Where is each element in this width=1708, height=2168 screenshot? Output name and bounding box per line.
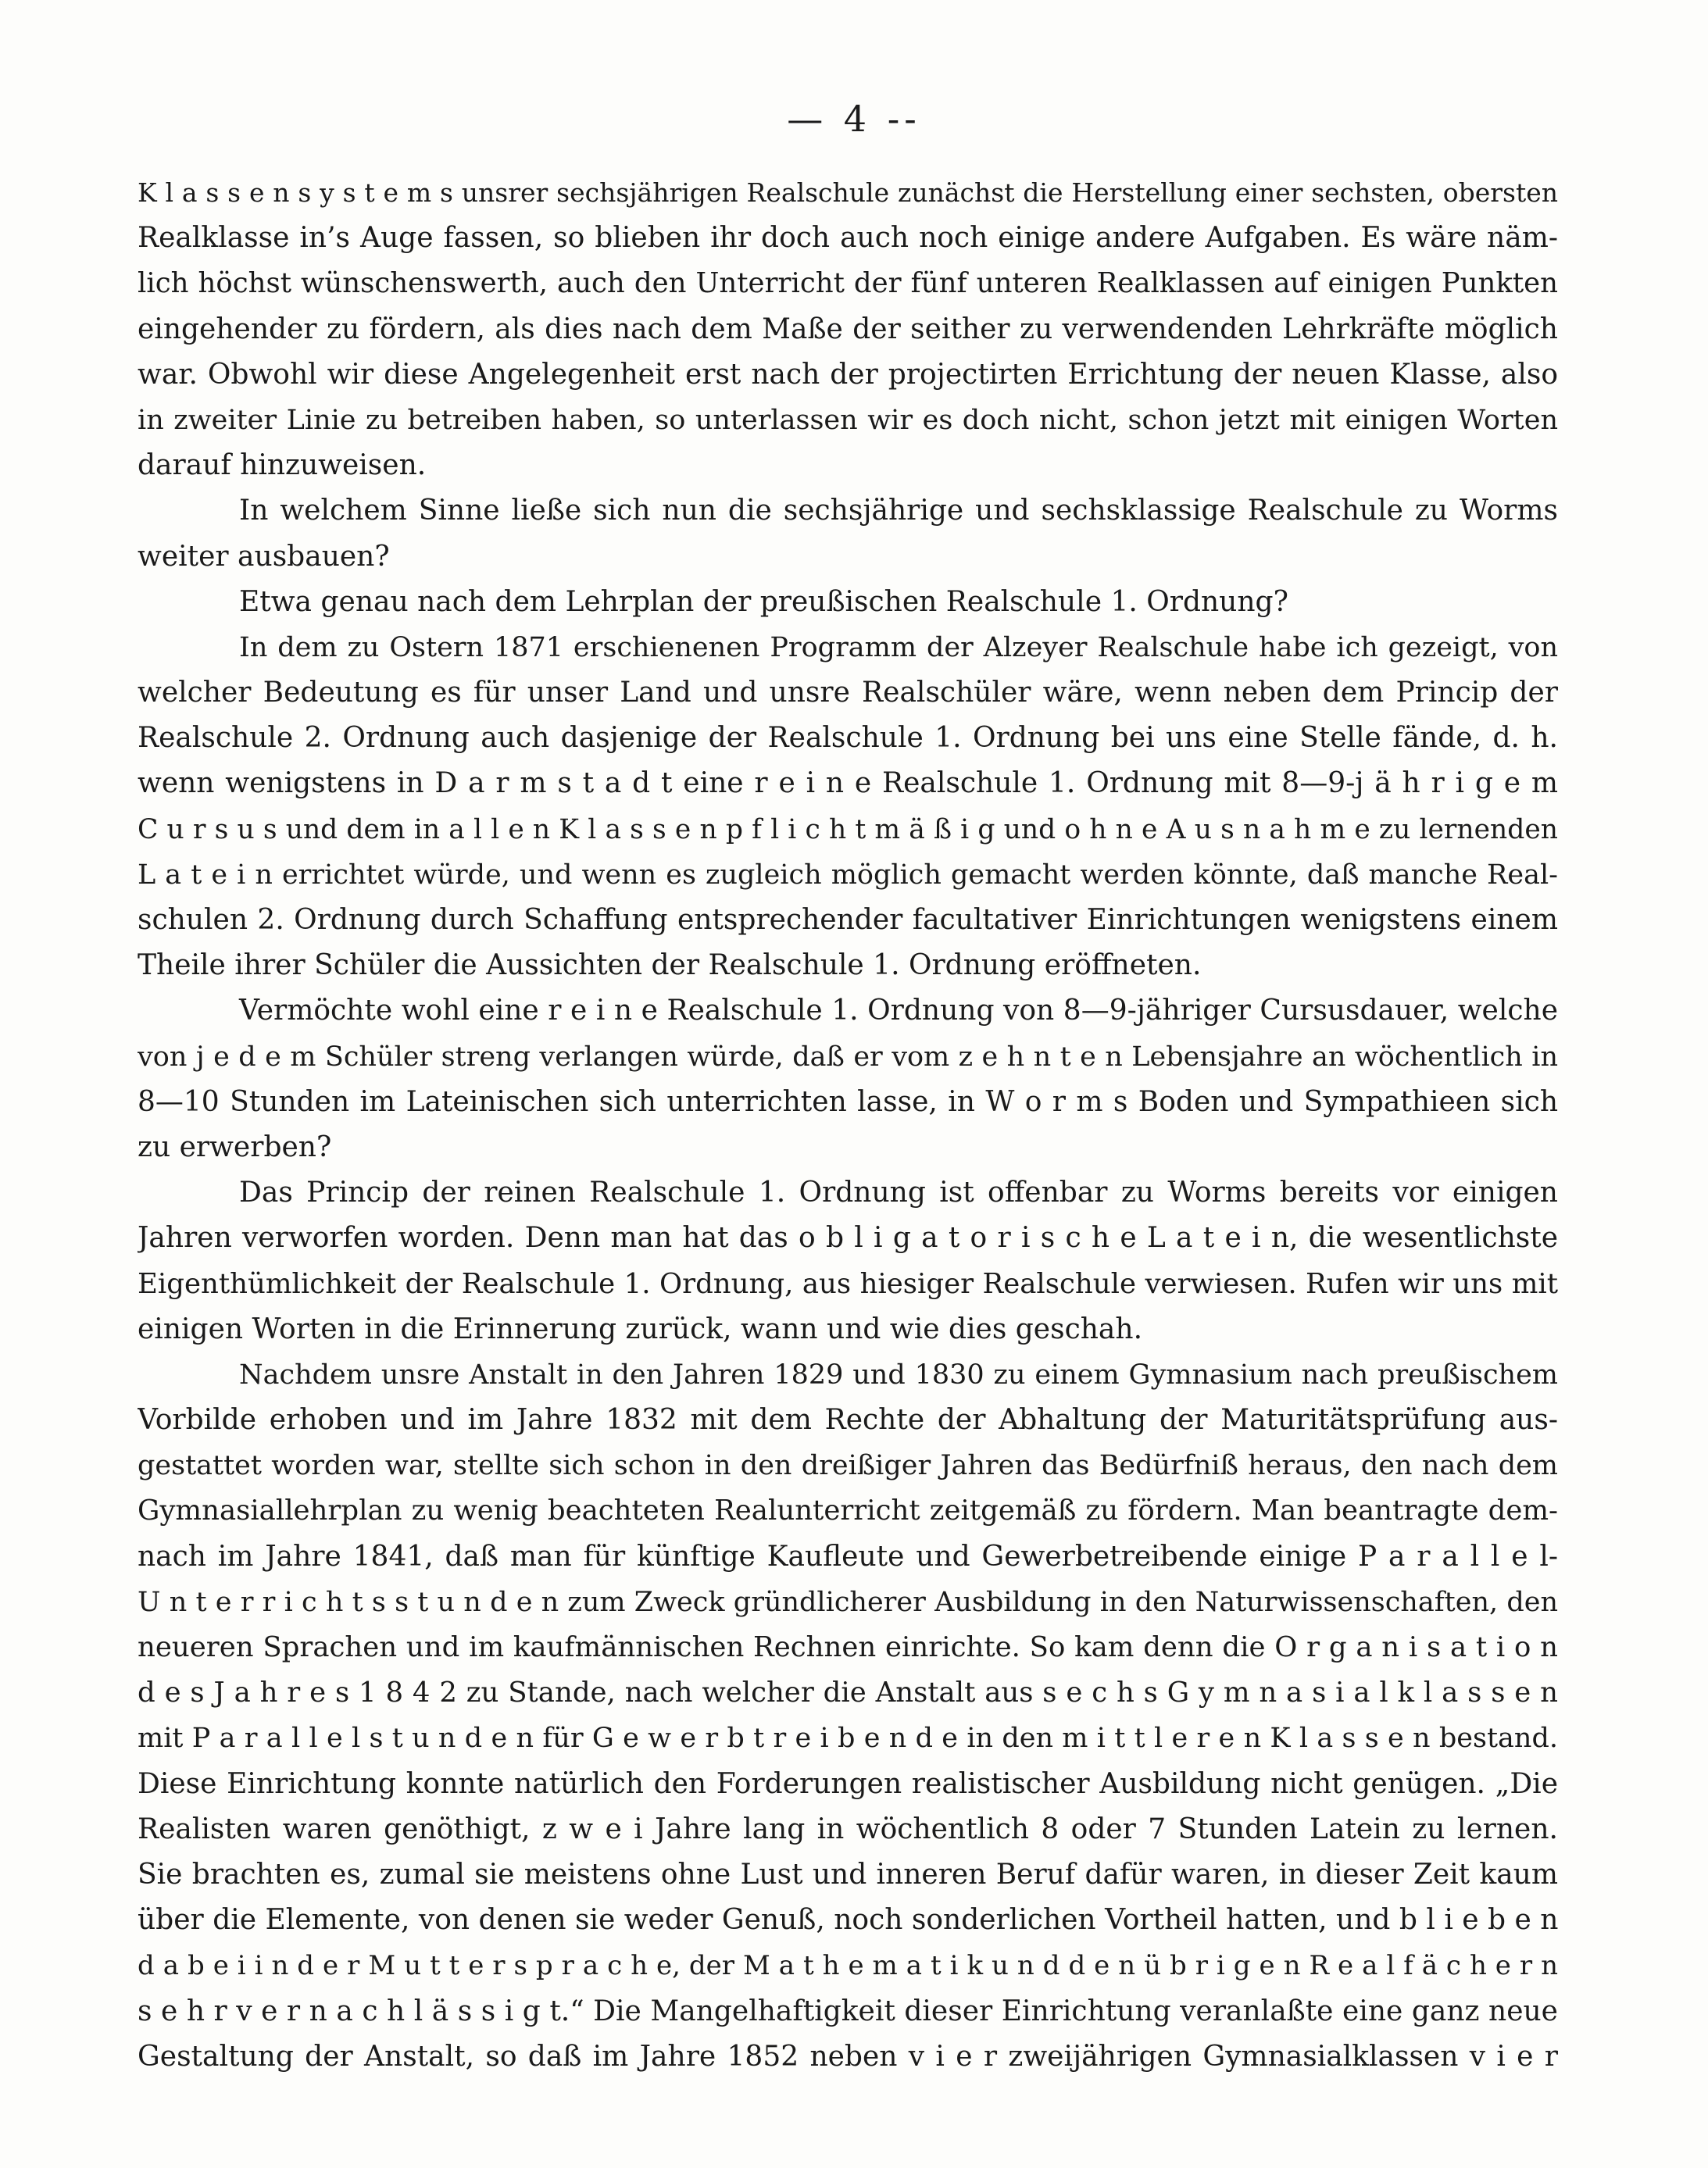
text-line: Vermöchte wohl eine r e i n e Realschule 1. Ordnung von 8—9-jähriger Cursusdauer, welche — [239, 995, 1558, 1027]
text-line: zu erwerben? — [138, 1130, 332, 1163]
text-line: Gestaltung der Anstalt, so daß im Jahre 1852 neben v i e r zweijährigen Gymnasialklassen v i e r — [138, 2040, 1558, 2073]
text-line: darauf hinzuweisen. — [138, 449, 427, 482]
text-line: einigen Worten in die Erinnerung zurück, wann und wie dies geschah. — [138, 1313, 1143, 1345]
text-line: mit P a r a l l e l s t u n d e n für G e w e r b t r e i b e n d e in den m i t t l e r e n K l a s s e n bestand. — [138, 1723, 1558, 1755]
text-line: Diese Einrichtung konnte natürlich den Forderungen realistischer Ausbildung nicht genügen. „Die — [138, 1767, 1558, 1800]
text-line: 8—10 Stunden im Lateinischen sich unterrichten lasse, in W o r m s Boden und Sympathieen sich — [138, 1085, 1558, 1118]
text-line: neueren Sprachen und im kaufmännischen Rechnen einrichte. So kam denn die O r g a n i s a t i o n — [138, 1631, 1558, 1663]
text-line: d a b e i i n d e r M u t t e r s p r a c h e, der M a t h e m a t i k u n d d e n ü b r i g e n R e a l f ä c h e r n — [138, 1950, 1558, 1982]
text-line: Das Princip der reinen Realschule 1. Ordnung ist offenbar zu Worms bereits vor einigen — [239, 1177, 1558, 1209]
text-line: über die Elemente, von denen sie weder Genuß, noch sonderlichen Vortheil hatten, und b l i e b e n — [138, 1904, 1558, 1937]
text-line: s e h r v e r n a c h l ä s s i g t.“ Die Mangelhaftigkeit dieser Einrichtung veranlaßte eine ganz neue — [138, 1995, 1558, 2027]
text-line: eingehender zu fördern, als dies nach dem Maße der seither zu verwendenden Lehrkräfte möglich — [138, 313, 1558, 345]
text-line: lich höchst wünschenswerth, auch den Unterricht der fünf unteren Realklassen auf einigen Punkten — [138, 267, 1558, 300]
text-line: Realklasse in’s Auge fassen, so blieben ihr doch auch noch einige andere Aufgaben. Es wäre näm- — [138, 222, 1558, 255]
text-line: L a t e i n errichtet würde, und wenn es zugleich möglich gemacht werden könnte, daß manche Real- — [138, 859, 1558, 891]
text-line: d e s J a h r e s 1 8 4 2 zu Stande, nach welcher die Anstalt aus s e c h s G y m n a s i a l k l a s s e n — [138, 1677, 1558, 1709]
text-line: Jahren verworfen worden. Denn man hat das o b l i g a t o r i s c h e L a t e i n, die wesentlichste — [138, 1222, 1558, 1255]
text-line: In dem zu Ostern 1871 erschienenen Programm der Alzeyer Realschule habe ich gezeigt, von — [239, 631, 1558, 663]
text-line: wenn wenigstens in D a r m s t a d t eine r e i n e Realschule 1. Ordnung mit 8—9-j ä h r i g e m — [138, 767, 1558, 800]
text-line: Gymnasiallehrplan zu wenig beachteten Realunterricht zeitgemäß zu fördern. Man beantragte dem- — [138, 1495, 1558, 1527]
text-line: weiter ausbauen? — [138, 540, 390, 573]
text-line: Sie brachten es, zumal sie meistens ohne Lust und inneren Beruf dafür waren, in dieser Zeit kaum — [138, 1858, 1558, 1891]
text-line: Theile ihrer Schüler die Aussichten der Realschule 1. Ordnung eröffneten. — [138, 949, 1202, 982]
text-line: gestattet worden war, stellte sich schon in den dreißiger Jahren das Bedürfniß heraus, den nach dem — [138, 1450, 1558, 1482]
text-line: Eigenthümlichkeit der Realschule 1. Ordnung, aus hiesiger Realschule verwiesen. Rufen wir uns mit — [138, 1267, 1558, 1300]
text-line: nach im Jahre 1841, daß man für künftige Kaufleute und Gewerbetreibende einige P a r a l l e l- — [138, 1540, 1558, 1573]
text-line: Vorbilde erhoben und im Jahre 1832 mit dem Rechte der Abhaltung der Maturitätsprüfung aus- — [138, 1404, 1558, 1437]
text-line: Realschule 2. Ordnung auch dasjenige der Realschule 1. Ordnung bei uns eine Stelle fände, d. h. — [138, 722, 1558, 755]
text-line: war. Obwohl wir diese Angelegenheit erst nach der projectirten Errichtung der neuen Klasse, also — [138, 358, 1558, 391]
text-line: in zweiter Linie zu betreiben haben, so unterlassen wir es doch nicht, schon jetzt mit einigen Worten — [138, 404, 1558, 436]
text-line: In welchem Sinne ließe sich nun die sechsjährige und sechsklassige Realschule zu Worms — [239, 495, 1558, 527]
text-line: U n t e r r i c h t s s t u n d e n zum Zweck gründlicherer Ausbildung in den Naturwissenschaften, den — [138, 1586, 1558, 1618]
text-line: von j e d e m Schüler streng verlangen würde, daß er vom z e h n t e n Lebensjahre an wöchentlich in — [138, 1041, 1558, 1073]
text-line: C u r s u s und dem in a l l e n K l a s s e n p f l i c h t m ä ß i g und o h n e A u s n a h m e zu lernenden — [138, 813, 1558, 845]
body-text — [138, 170, 1558, 2080]
text-line: Realisten waren genöthigt, z w e i Jahre lang in wöchentlich 8 oder 7 Stunden Latein zu lernen. — [138, 1813, 1558, 1845]
text-line: welcher Bedeutung es für unser Land und unsre Realschüler wäre, wenn neben dem Princip der — [138, 677, 1558, 709]
text-line: Etwa genau nach dem Lehrplan der preußischen Realschule 1. Ordnung? — [239, 585, 1288, 618]
page-number: — 4 -- — [787, 98, 921, 140]
text-line: schulen 2. Ordnung durch Schaffung entsprechender facultativer Einrichtungen wenigstens einem — [138, 904, 1558, 936]
text-line: K l a s s e n s y s t e m s unsrer sechsjährigen Realschule zunächst die Herstellung einer sechsten, obersten — [138, 177, 1558, 208]
text-line: Nachdem unsre Anstalt in den Jahren 1829 und 1830 zu einem Gymnasium nach preußischem — [239, 1359, 1558, 1391]
